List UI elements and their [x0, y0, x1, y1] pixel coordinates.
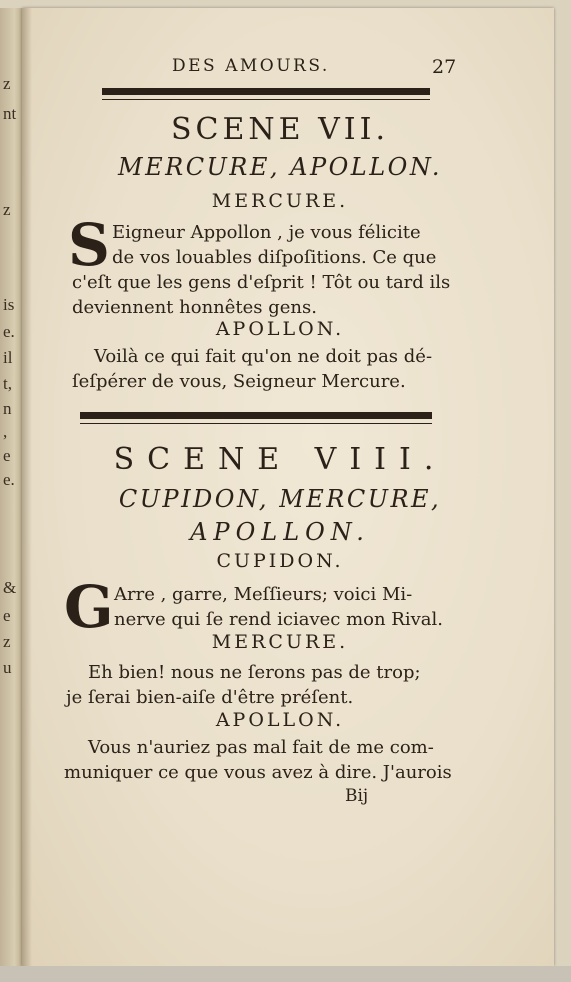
- scene-8-characters-line-2: APOLLON.: [190, 518, 370, 546]
- speech-line: nerve qui ſe rend iciavec mon Rival.: [114, 609, 443, 630]
- running-head: DES AMOURS.: [172, 56, 330, 76]
- drop-cap-s: S: [68, 211, 110, 279]
- gutter-shadow: [22, 8, 32, 966]
- prev-fragment: e: [3, 446, 11, 465]
- scene-7-title: SCENE VII.: [171, 112, 389, 147]
- prev-fragment: u: [3, 658, 12, 677]
- speech-line: c'eſt que les gens d'eſprit ! Tôt ou tard ils: [72, 272, 451, 293]
- speech-line: Eh bien! nous ne ſerons pas de trop;: [88, 662, 421, 683]
- scan-background-strip: [0, 966, 571, 982]
- speech-line: ſeſpérer de vous, Seigneur Mercure.: [72, 371, 406, 392]
- speech-line: Arre , garre, Meſſieurs; voici Mi-: [114, 584, 413, 605]
- signature-mark: Bij: [345, 786, 369, 806]
- scene-8-characters-line-1: CUPIDON, MERCURE,: [118, 485, 442, 513]
- speech-line: muniquer ce que vous avez à dire. J'aurois: [64, 762, 452, 783]
- drop-cap-g: G: [64, 573, 114, 641]
- speech-line: Vous n'auriez pas mal fait de me com-: [88, 737, 434, 758]
- speech-line: je ſerai bien-aiſe d'être préſent.: [66, 687, 354, 708]
- scene-8-speaker-mercure: MERCURE.: [211, 631, 349, 653]
- prev-fragment: e: [3, 606, 11, 625]
- prev-fragment: nt: [3, 104, 17, 123]
- scene-8-speaker-apollon: APOLLON.: [215, 709, 345, 731]
- speech-line: Voilà ce qui fait qu'on ne doit pas dé-: [94, 346, 433, 367]
- section-rule: [80, 412, 432, 419]
- scene-7-characters: MERCURE, APOLLON.: [118, 153, 442, 181]
- prev-fragment: il: [3, 348, 13, 367]
- prev-fragment: z: [3, 74, 11, 93]
- speech-line: Eigneur Appollon , je vous félicite: [112, 222, 421, 243]
- page-number: 27: [432, 56, 457, 78]
- scene-8-title: SCENE VIII.: [113, 442, 447, 477]
- speech-line: deviennent honnêtes gens.: [72, 297, 317, 318]
- section-rule: [102, 88, 430, 95]
- prev-fragment: z: [3, 632, 11, 651]
- prev-fragment: is: [3, 295, 15, 314]
- prev-fragment: ,: [3, 422, 8, 441]
- scene-8-speaker-cupidon: CUPIDON.: [216, 550, 344, 572]
- prev-fragment: e.: [3, 322, 15, 341]
- speech-line: de vos louables diſpoſitions. Ce que: [112, 247, 437, 268]
- prev-fragment: z: [3, 200, 11, 219]
- scene-7-speaker-apollon: APOLLON.: [215, 318, 345, 340]
- prev-fragment: &: [3, 578, 17, 597]
- prev-fragment: n: [3, 399, 12, 418]
- previous-page-edge: [0, 8, 24, 968]
- prev-fragment: e.: [3, 470, 15, 489]
- prev-fragment: t,: [3, 374, 12, 393]
- scene-7-speaker-mercure: MERCURE.: [211, 190, 349, 212]
